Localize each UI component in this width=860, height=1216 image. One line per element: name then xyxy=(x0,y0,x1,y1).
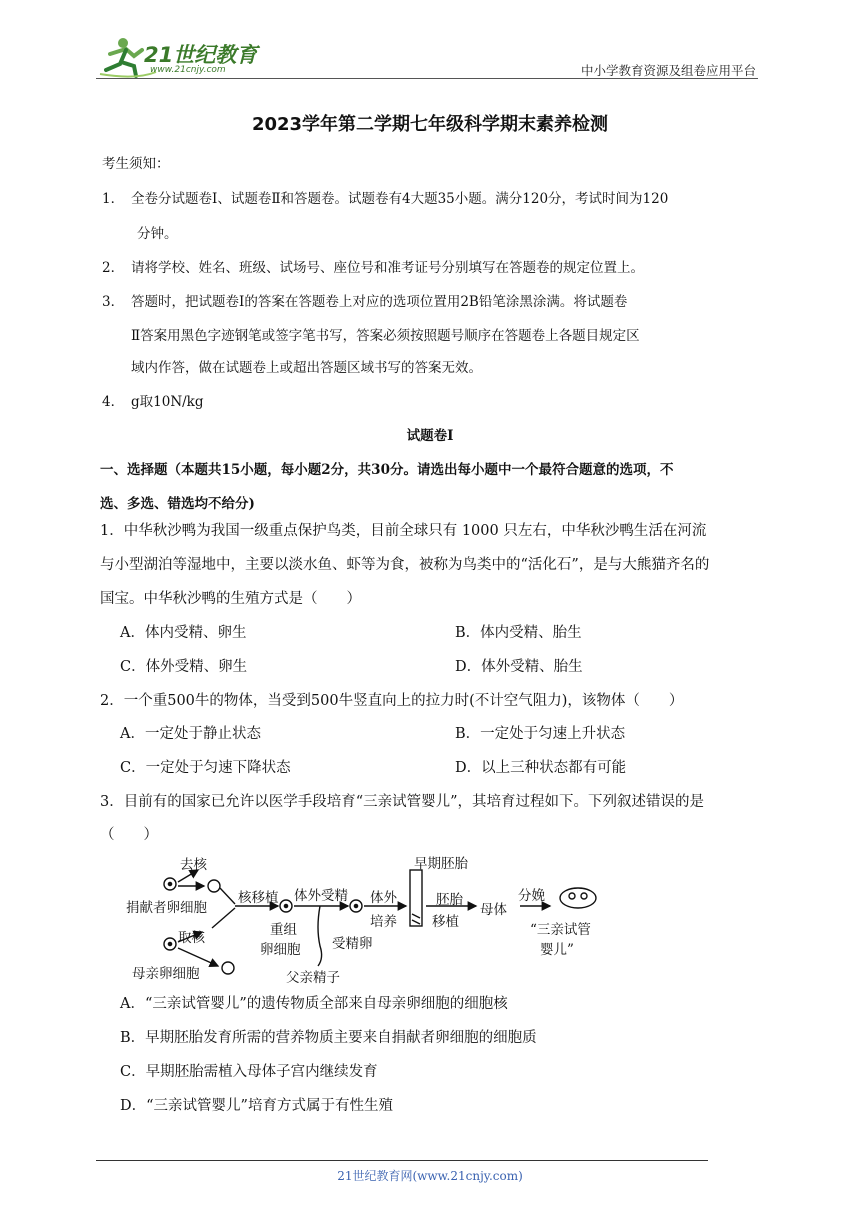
option-c[interactable]: C．早期胚胎需植入母体子宫内继续发育 xyxy=(120,1064,378,1080)
logo-url: www.21cnjy.com xyxy=(150,65,226,75)
label-culture: 培养 xyxy=(370,914,397,930)
part-heading: 一、选择题（本题共15小题，每小题2分，共30分。请选出每小题中一个最符合题意的选项，不 xyxy=(100,462,674,478)
option-b[interactable]: B．早期胚胎发育所需的营养物质主要来自捐献者卵细胞的细胞质 xyxy=(120,1030,537,1046)
page-title: 2023学年第二学期七年级科学期末素养检测 xyxy=(251,114,609,135)
label-baby-line1: “三亲试管 xyxy=(530,922,591,938)
notice-text: 分钟。 xyxy=(137,226,178,242)
label-mother-body: 母体 xyxy=(480,902,507,918)
label-fertilized-egg: 受精卵 xyxy=(332,936,373,952)
notice-text: g取10N/kg xyxy=(131,394,204,410)
option-c[interactable]: C．体外受精、卵生 xyxy=(120,659,248,675)
notice-text: 全卷分试题卷Ⅰ、试题卷Ⅱ和答题卷。试题卷有4大题35小题。满分120分，考试时间为120 xyxy=(131,191,669,207)
notice-num: 1． xyxy=(102,191,125,207)
option-c[interactable]: C．一定处于匀速下降状态 xyxy=(120,760,291,776)
label-take-nucleus: 取核 xyxy=(178,930,205,946)
platform-name: 中小学教育资源及组卷应用平台 xyxy=(580,63,756,78)
option-d[interactable]: D．体外受精、胎生 xyxy=(455,659,583,675)
notice-num: 3． xyxy=(102,294,125,310)
option-a[interactable]: A．一定处于静止状态 xyxy=(120,726,261,742)
header-divider xyxy=(96,78,758,79)
label-transfer: 移植 xyxy=(432,914,459,930)
notice-text: 域内作答，做在试题卷上或超出答题区域书写的答案无效。 xyxy=(131,360,482,376)
section-title: 试题卷Ⅰ xyxy=(406,428,454,444)
question-text: 与小型湖泊等湿地中，主要以淡水鱼、虾等为食，被称为鸟类中的“活化石”，是与大熊猫齐名的 xyxy=(100,557,710,573)
label-remove-nucleus: 去核 xyxy=(180,857,207,873)
label-donor-egg: 捐献者卵细胞 xyxy=(126,900,207,916)
label-recombined: 重组 xyxy=(270,922,297,938)
notice-text: Ⅱ答案用黑色字迹钢笔或签字笔书写，答案必须按照题号顺序在答题卷上各题目规定区 xyxy=(131,328,640,344)
label-embryo: 胚胎 xyxy=(436,892,463,908)
question-text: （ ） xyxy=(100,827,158,843)
question-text: 1．中华秋沙鸭为我国一级重点保护鸟类，目前全球只有 1000 只左右，中华秋沙鸭生活在河流 xyxy=(100,523,707,539)
notice-text: 请将学校、姓名、班级、试场号、座位号和准考证号分别填写在答题卷的规定位置上。 xyxy=(131,260,644,276)
option-a[interactable]: A．体内受精、卵生 xyxy=(120,625,247,641)
option-b[interactable]: B．一定处于匀速上升状态 xyxy=(455,726,626,742)
label-egg-cell: 卵细胞 xyxy=(260,942,301,958)
label-in-vitro: 体外 xyxy=(370,890,397,906)
label-baby-line2: 婴儿” xyxy=(540,942,574,958)
label-ivf: 体外受精 xyxy=(294,888,348,904)
option-b[interactable]: B．体内受精、胎生 xyxy=(455,625,582,641)
notice-text: 答题时，把试题卷Ⅰ的答案在答题卷上对应的选项位置用2B铅笔涂黑涂满。将试题卷 xyxy=(131,294,628,310)
question-text: 国宝。中华秋沙鸭的生殖方式是（ ） xyxy=(100,591,361,607)
notice-num: 2． xyxy=(102,260,125,276)
label-mother-egg: 母亲卵细胞 xyxy=(132,966,200,982)
notice-num: 4． xyxy=(102,394,125,410)
option-d[interactable]: D．“三亲试管婴儿”培育方式属于有性生殖 xyxy=(120,1098,393,1114)
label-delivery: 分娩 xyxy=(518,888,545,904)
footer-divider xyxy=(96,1160,708,1161)
label-nuclear-transfer: 核移植 xyxy=(238,890,279,906)
label-father-sperm: 父亲精子 xyxy=(286,970,340,986)
notice-heading: 考生须知： xyxy=(102,156,170,172)
question-text: 3．目前有的国家已允许以医学手段培育“三亲试管婴儿”，其培育过程如下。下列叙述错误的是 xyxy=(100,794,705,810)
label-early-embryo: 早期胚胎 xyxy=(414,856,468,872)
footer-link[interactable]: 21世纪教育网(www.21cnjy.com) xyxy=(337,1169,523,1183)
option-a[interactable]: A．“三亲试管婴儿”的遗传物质全部来自母亲卵细胞的细胞核 xyxy=(120,996,508,1012)
question-text: 2．一个重500牛的物体，当受到500牛竖直向上的拉力时(不计空气阻力)，该物体（ ） xyxy=(100,693,684,709)
option-d[interactable]: D．以上三种状态都有可能 xyxy=(455,760,627,776)
logo-text: 21世纪教育 xyxy=(144,43,258,67)
three-parent-ivf-diagram xyxy=(120,848,620,986)
part-heading: 选、多选、错选均不给分) xyxy=(100,496,255,512)
site-logo xyxy=(96,34,266,80)
